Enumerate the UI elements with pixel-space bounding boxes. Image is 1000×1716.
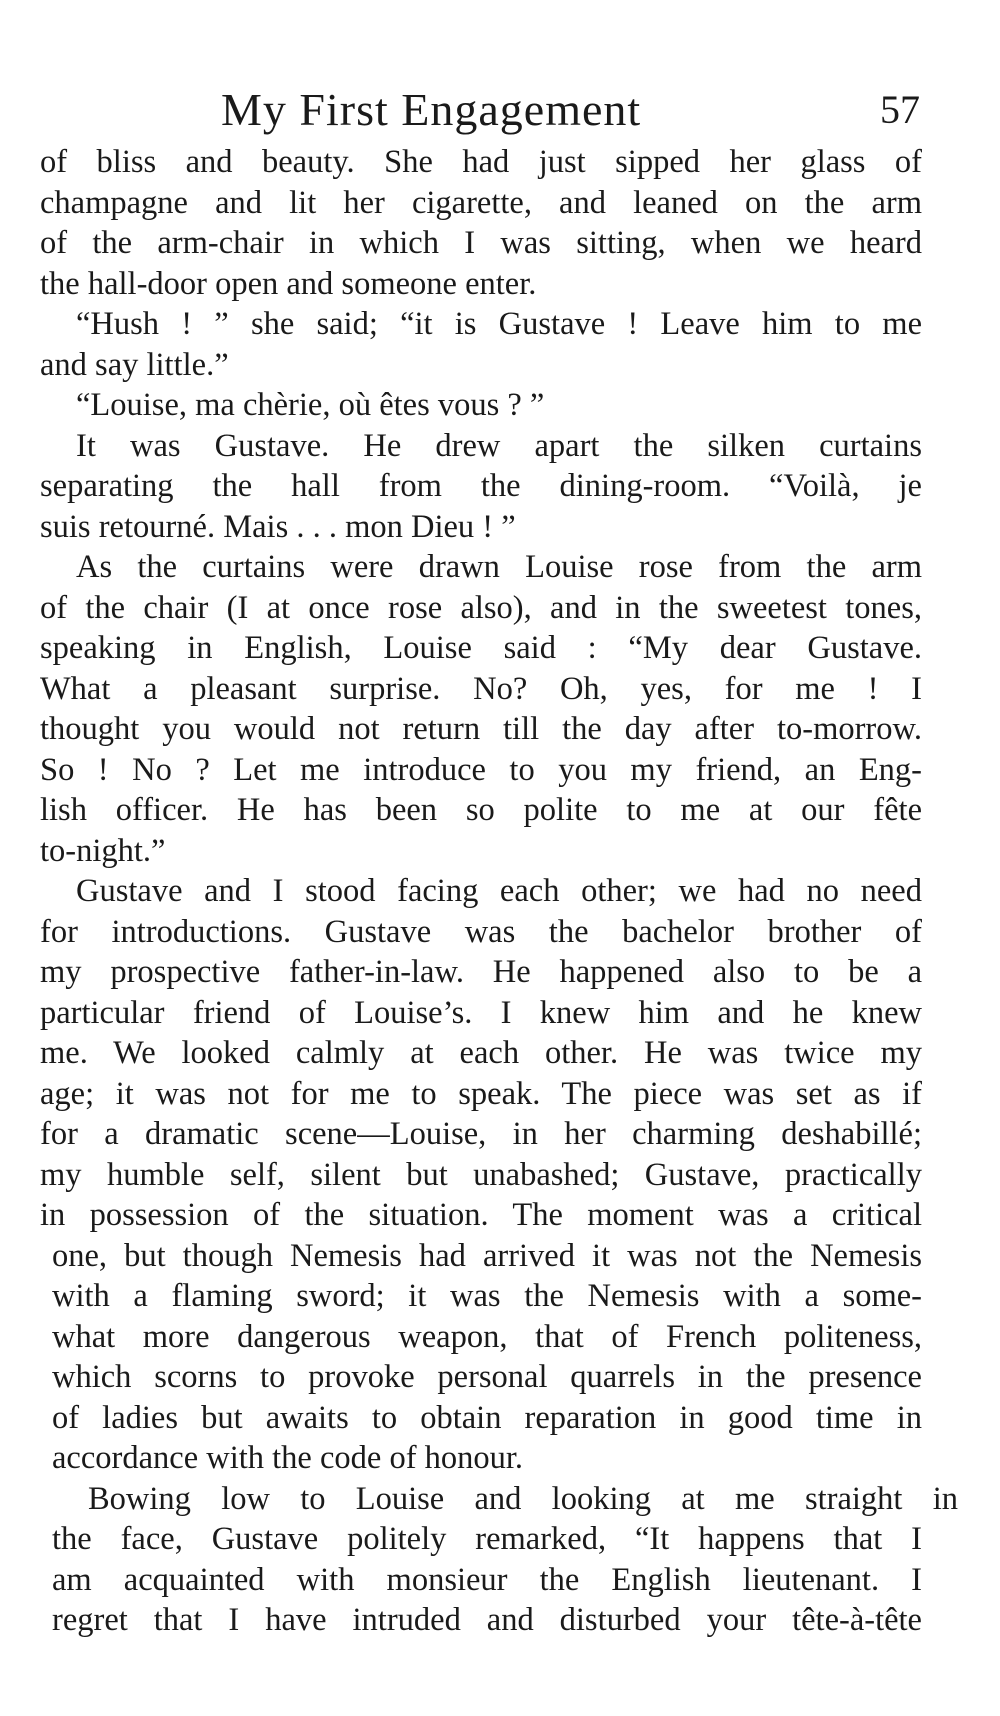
text-line: particular friend of Louise’s. I knew him and he knew [40, 994, 922, 1031]
text-line: suis retourné. Mais . . . mon Dieu ! ” [40, 508, 516, 545]
text-line: speaking in English, Louise said : “My dear Gustave. [40, 630, 922, 666]
text-line: which scorns to provoke personal quarrels in the presence [52, 1359, 922, 1395]
text-line: the hall-door open and someone enter. [40, 265, 537, 302]
paragraph-5 [40, 547, 922, 871]
text-line: of ladies but awaits to obtain reparation in good time in [52, 1399, 922, 1436]
text-line: accordance with the code of honour. [52, 1440, 524, 1476]
paragraph-1 [40, 142, 922, 304]
text-line: the face, Gustave politely remarked, “It happens that I [52, 1521, 922, 1557]
text-line: thought you would not return till the day after to-morrow. [40, 711, 922, 747]
text-line: in possession of the situation. The moment was a critical [40, 1197, 922, 1233]
text-line: my prospective father-in-law. He happened also to be a [40, 954, 922, 990]
text-line: “Louise, ma chèrie, où êtes vous ? ” [76, 387, 545, 423]
text-line: my humble self, silent but unabashed; Gustave, practically [40, 1156, 922, 1193]
text-line: for introductions. Gustave was the bachelor brother of [40, 913, 922, 950]
text-line: of the chair (I at once rose also), and in the sweetest tones, [40, 589, 922, 626]
running-title: My First Engagement [221, 84, 642, 135]
page-number: 57 [880, 87, 920, 132]
text-line: of bliss and beauty. She had just sipped her glass of [40, 144, 922, 180]
text-line: What a pleasant surprise. No? Oh, yes, for me ! I [40, 670, 922, 707]
text-line: champagne and lit her cigarette, and leaned on the arm [40, 184, 922, 221]
paragraph-2 [40, 304, 922, 385]
text-line: with a flaming sword; it was the Nemesis with a some- [52, 1278, 922, 1314]
text-line: am acquainted with monsieur the English lieutenant. I [52, 1561, 922, 1598]
text-line: regret that I have intruded and disturbed your tête-à-tête [52, 1602, 922, 1638]
text-line: what more dangerous weapon, that of French politeness, [52, 1318, 922, 1355]
paragraph-3 [40, 385, 922, 426]
text-line: and say little.” [40, 346, 229, 383]
text-line: one, but though Nemesis had arrived it was not the Nemesis [52, 1237, 922, 1274]
text-line: me. We looked calmly at each other. He was twice my [40, 1035, 922, 1071]
text-line: As the curtains were drawn Louise rose from the arm [76, 549, 922, 585]
text-line: It was Gustave. He drew apart the silken curtains [76, 427, 922, 464]
text-line: lish officer. He has been so polite to me at our fête [40, 792, 922, 828]
text-line: for a dramatic scene—Louise, in her charming deshabillé; [40, 1116, 922, 1152]
text-line: Bowing low to Louise and looking at me straight in [88, 1480, 958, 1517]
body-text [40, 142, 958, 1641]
text-line: “Hush ! ” she said; “it is Gustave ! Leave him to me [76, 306, 922, 342]
text-line: to-night.” [40, 832, 166, 869]
text-line: Gustave and I stood facing each other; we had no need [76, 873, 922, 909]
running-head [40, 78, 920, 142]
text-line: age; it was not for me to speak. The piece was set as if [40, 1075, 922, 1112]
paragraph-6 [40, 871, 922, 1479]
paragraph-7 [40, 1479, 958, 1641]
text-line: separating the hall from the dining-room. “Voilà, je [40, 468, 922, 504]
paragraph-4 [40, 426, 922, 548]
text-line: of the arm-chair in which I was sitting, when we heard [40, 225, 922, 261]
text-line: So ! No ? Let me introduce to you my friend, an Eng- [40, 751, 922, 788]
